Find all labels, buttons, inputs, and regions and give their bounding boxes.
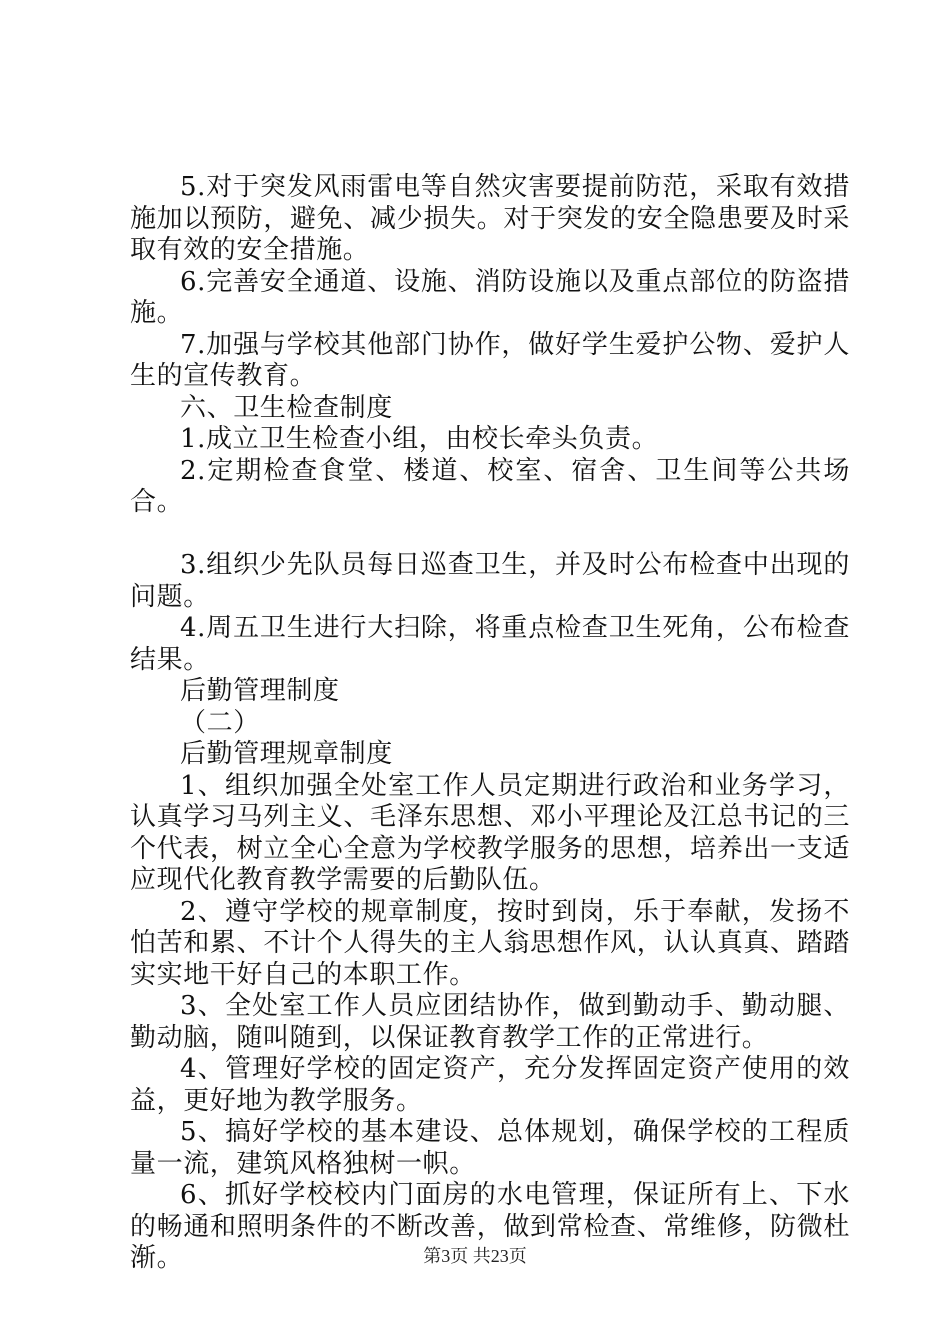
paragraph-logistics-1: 1、组织加强全处室工作人员定期进行政治和业务学习，认真学习马列主义、毛泽东思想、邓小平理论及江总书记的三个代表，树立全心全意为学校教学服务的思想，培养出一支适应现代化教育教学需要的后勤队伍。 bbox=[130, 770, 850, 895]
section-number: （二） bbox=[180, 707, 260, 738]
paragraph-logistics-4: 4、管理好学校的固定资产，充分发挥固定资产使用的效益，更好地为教学服务。 bbox=[130, 1054, 850, 1116]
section-heading-logistics-rules: 后勤管理规章制度 bbox=[180, 739, 393, 769]
paragraph-hygiene-4: 4.周五卫生进行大扫除，将重点检查卫生死角，公布检查结果。 bbox=[130, 613, 850, 675]
blank-line bbox=[130, 519, 850, 551]
section-heading-hygiene: 六、卫生检查制度 bbox=[180, 392, 393, 423]
page-number-footer: 第3页 共23页 bbox=[423, 1246, 527, 1266]
paragraph-logistics-5: 5、搞好学校的基本建设、总体规划，确保学校的工程质量一流，建筑风格独树一帜。 bbox=[130, 1117, 850, 1179]
paragraph-logistics-2: 2、遵守学校的规章制度，按时到岗，乐于奉献，发扬不怕苦和累、不计个人得失的主人翁思想作风，认认真真、踏踏实实地干好自己的本职工作。 bbox=[130, 896, 850, 990]
paragraph-hygiene-3: 3.组织少先队员每日巡查卫生，并及时公布检查中出现的问题。 bbox=[130, 550, 850, 612]
paragraph-hygiene-2: 2.定期检查食堂、楼道、校室、宿舍、卫生间等公共场合。 bbox=[130, 455, 850, 517]
paragraph-safety-7: 7.加强与学校其他部门协作，做好学生爱护公物、爱护人生的宣传教育。 bbox=[130, 329, 850, 391]
paragraph-logistics-3: 3、全处室工作人员应团结协作，做到勤动手、勤动腿、勤动脑，随叫随到，以保证教育教学工作的正常进行。 bbox=[130, 991, 850, 1053]
section-heading-logistics: 后勤管理制度 bbox=[180, 676, 340, 706]
document-body bbox=[130, 172, 850, 1275]
paragraph-hygiene-1: 1.成立卫生检查小组，由校长牵头负责。 bbox=[180, 424, 659, 454]
paragraph-logistics-6: 6、抓好学校校内门面房的水电管理，保证所有上、下水的畅通和照明条件的不断改善，做到常检查、常维修，防微杜渐。 bbox=[130, 1180, 850, 1273]
paragraph-safety-6: 6.完善安全通道、设施、消防设施以及重点部位的防盗措施。 bbox=[130, 266, 850, 328]
paragraph-safety-5: 5.对于突发风雨雷电等自然灾害要提前防范，采取有效措施加以预防，避免、减少损失。对于突发的安全隐患要及时采取有效的安全措施。 bbox=[130, 172, 850, 265]
